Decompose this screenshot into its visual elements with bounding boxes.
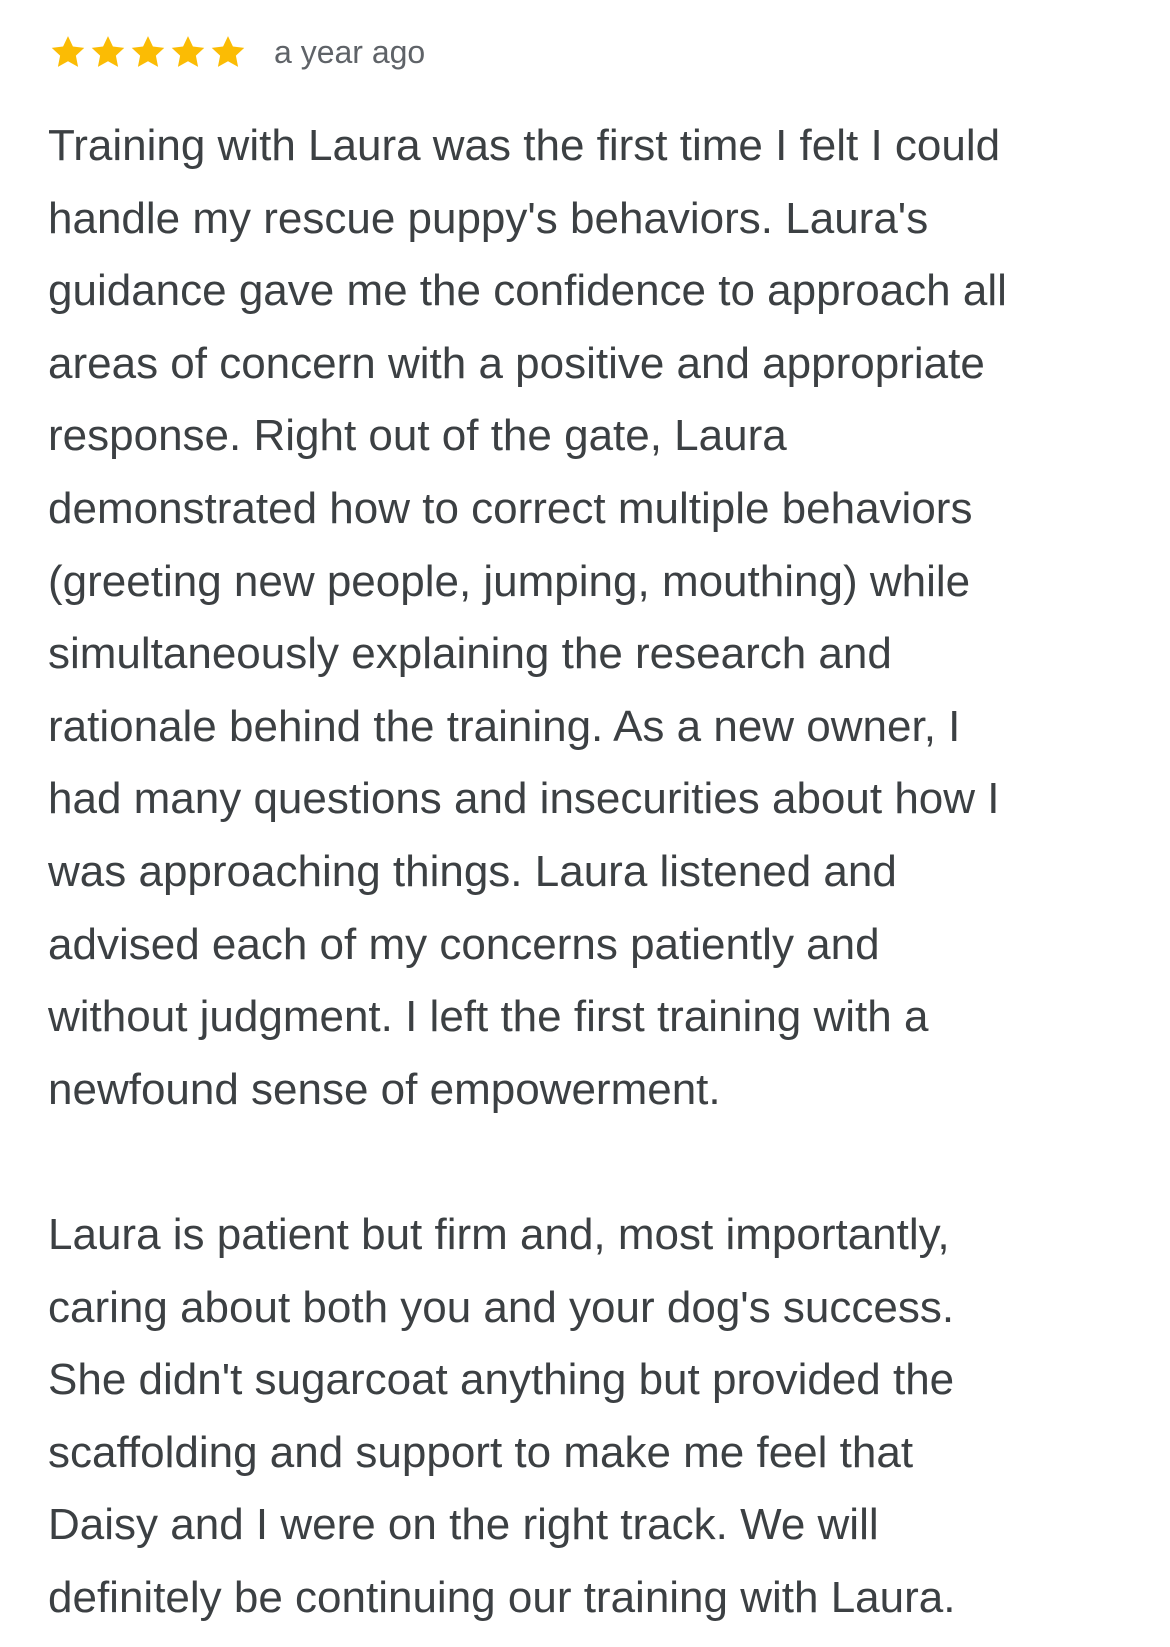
review-line: scaffolding and support to make me feel that xyxy=(48,1427,914,1477)
review-meta xyxy=(48,30,1148,74)
review-line: Daisy and I were on the right track. We will xyxy=(48,1500,879,1550)
review-line: caring about both you and your dog's success. xyxy=(48,1282,955,1332)
star-icon xyxy=(168,32,208,72)
review-line: handle my rescue puppy's behaviors. Laura's xyxy=(48,193,929,243)
review-line: rationale behind the training. As a new owner, I xyxy=(48,701,961,751)
review-line: demonstrated how to correct multiple behaviors xyxy=(48,483,973,533)
review-line: response. Right out of the gate, Laura xyxy=(48,411,787,461)
review-line: had many questions and insecurities about how I xyxy=(48,774,1000,824)
review-line: advised each of my concerns patiently and xyxy=(48,919,880,969)
review-line: without judgment. I left the first training with a xyxy=(48,992,929,1042)
star-rating xyxy=(48,32,248,72)
review-line: She didn't sugarcoat anything but provided the xyxy=(48,1355,955,1405)
review-line: areas of concern with a positive and appropriate xyxy=(48,338,985,388)
star-icon xyxy=(48,32,88,72)
review-line: newfound sense of empowerment. xyxy=(48,1064,721,1114)
review-line: Laura is patient but firm and, most importantly, xyxy=(48,1209,950,1259)
review-line: definitely be continuing our training with Laura. xyxy=(48,1572,956,1622)
review-line: simultaneously explaining the research and xyxy=(48,629,892,679)
star-icon xyxy=(208,32,248,72)
review-date: a year ago xyxy=(274,34,426,70)
review-line: guidance gave me the confidence to approach all xyxy=(48,266,1007,316)
paragraph-spacer xyxy=(48,1126,1148,1199)
star-icon xyxy=(128,32,168,72)
review-card xyxy=(48,30,1148,1634)
review-line: was approaching things. Laura listened and xyxy=(48,846,897,896)
review-paragraph xyxy=(48,1199,1148,1635)
star-icon xyxy=(88,32,128,72)
review-line: Training with Laura was the first time I felt I could xyxy=(48,121,1001,170)
review-line: (greeting new people, jumping, mouthing) while xyxy=(48,556,971,606)
review-paragraph xyxy=(48,110,1148,1126)
review-text xyxy=(48,110,1148,1634)
